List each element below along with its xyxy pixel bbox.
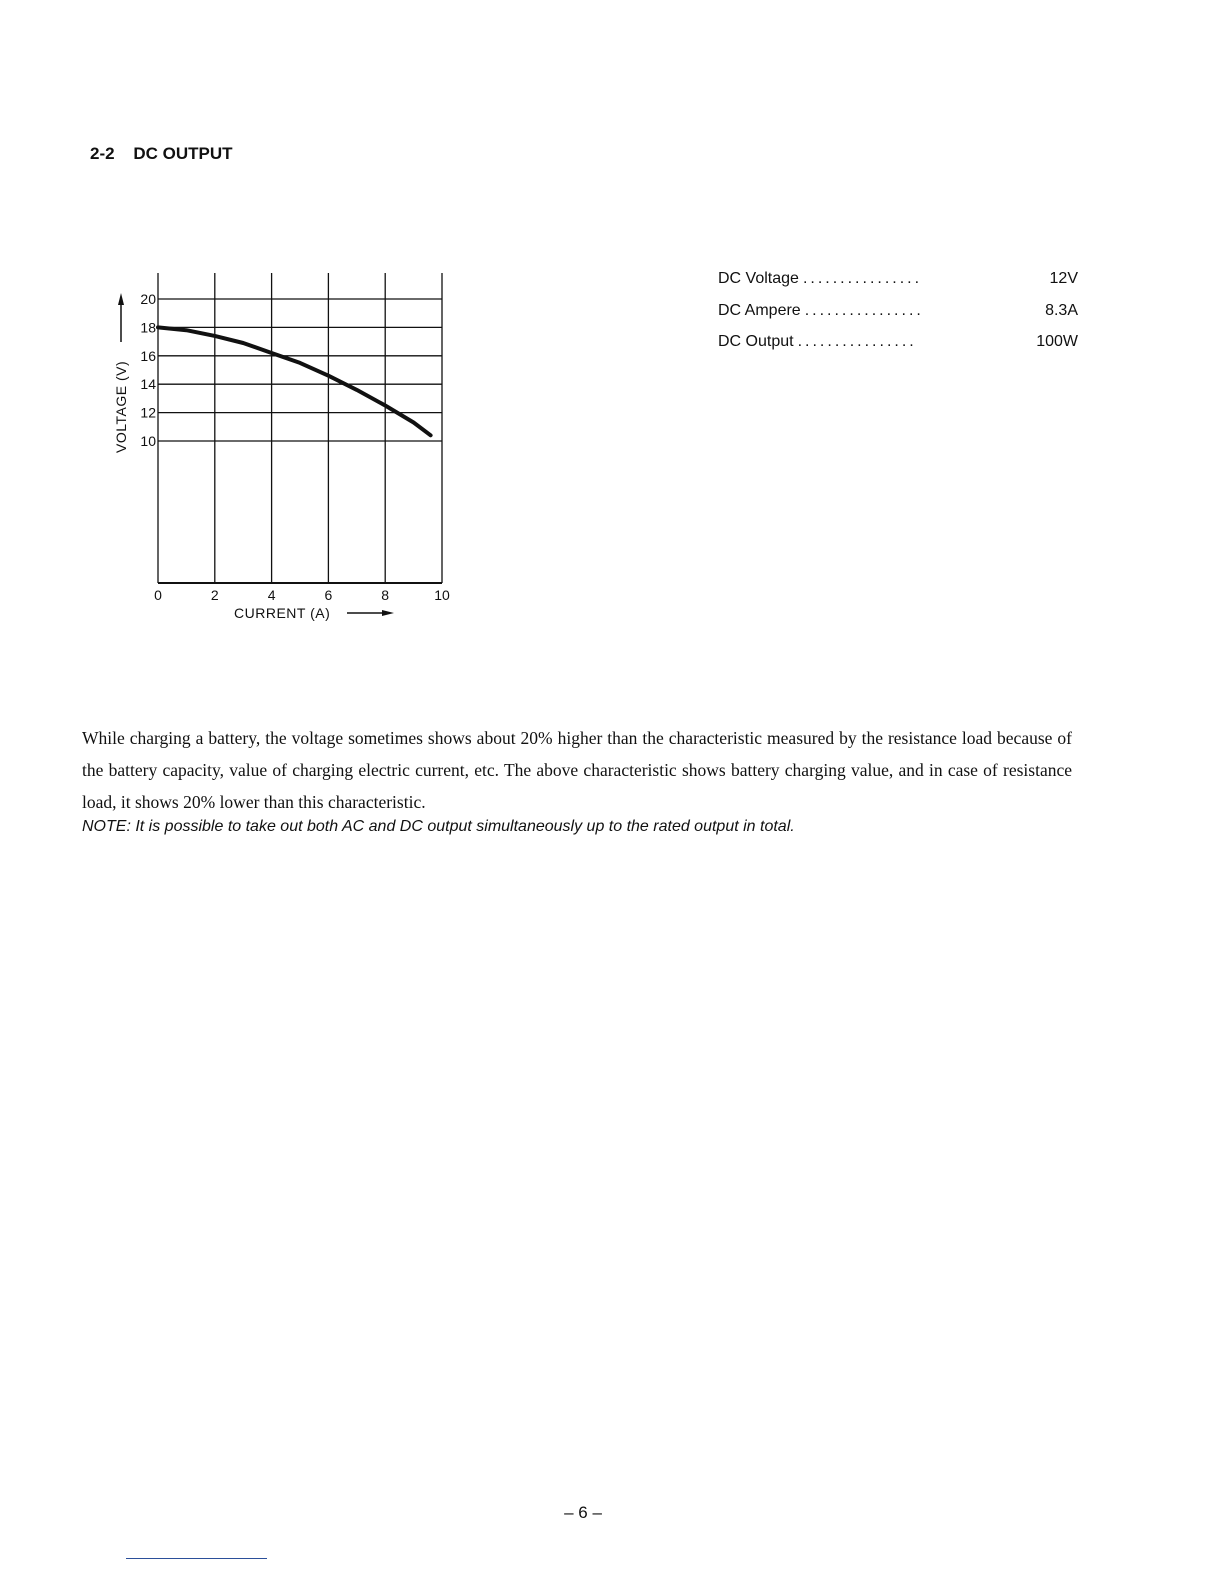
spec-value: 12V [1049, 270, 1078, 287]
spec-leader-dots: ................ [802, 270, 923, 287]
series-line [158, 327, 431, 435]
x-tick-label: 10 [434, 587, 450, 603]
spec-row-dc-voltage [718, 270, 1078, 302]
spec-row-dc-output [718, 333, 1078, 365]
y-axis-label: VOLTAGE (V) [113, 360, 129, 453]
x-tick-label: 2 [210, 587, 219, 603]
footer-rule [126, 1558, 267, 1559]
voltage-current-chart [100, 265, 470, 635]
y-tick-label: 16 [140, 347, 156, 364]
x-tick-label: 6 [324, 587, 333, 603]
x-axis-arrow [347, 610, 394, 616]
spec-value: 100W [1036, 333, 1078, 350]
x-tick-label: 8 [381, 587, 390, 603]
y-tick-label: 14 [140, 376, 156, 393]
section-title: DC OUTPUT [133, 144, 233, 163]
x-tick-label: 0 [154, 587, 162, 603]
spec-value: 8.3A [1045, 301, 1078, 319]
body-paragraph: While charging a battery, the voltage sometimes shows about 20% higher than the characteristic measured by the resistance load because of the battery capacity, value of charging electric current, etc. The above characteristic shows battery charging value, and in case of resistance load, it shows 20% lower than this characteristic. [82, 728, 1072, 812]
spec-list [718, 270, 1078, 365]
spec-label: DC Ampere [718, 301, 801, 319]
page-number: – 6 – [564, 1503, 602, 1522]
spec-leader-dots: ................ [797, 333, 917, 350]
x-tick-label: 4 [267, 587, 276, 603]
section-number: 2-2 [90, 144, 115, 163]
y-tick-label: 10 [140, 433, 156, 449]
spec-row-dc-ampere [718, 302, 1078, 334]
y-tick-label: 12 [140, 404, 156, 421]
y-tick-label: 18 [140, 319, 156, 336]
spec-label: DC Output [718, 333, 794, 350]
section-heading [90, 144, 232, 164]
x-axis-label: CURRENT (A) [234, 605, 331, 621]
note-text: NOTE: It is possible to take out both AC and DC output simultaneously up to the rated output in total. [82, 818, 795, 835]
y-tick-label: 20 [140, 291, 156, 307]
spec-leader-dots: ................ [804, 301, 924, 319]
y-axis-arrow [118, 293, 124, 342]
spec-label: DC Voltage [718, 270, 799, 287]
